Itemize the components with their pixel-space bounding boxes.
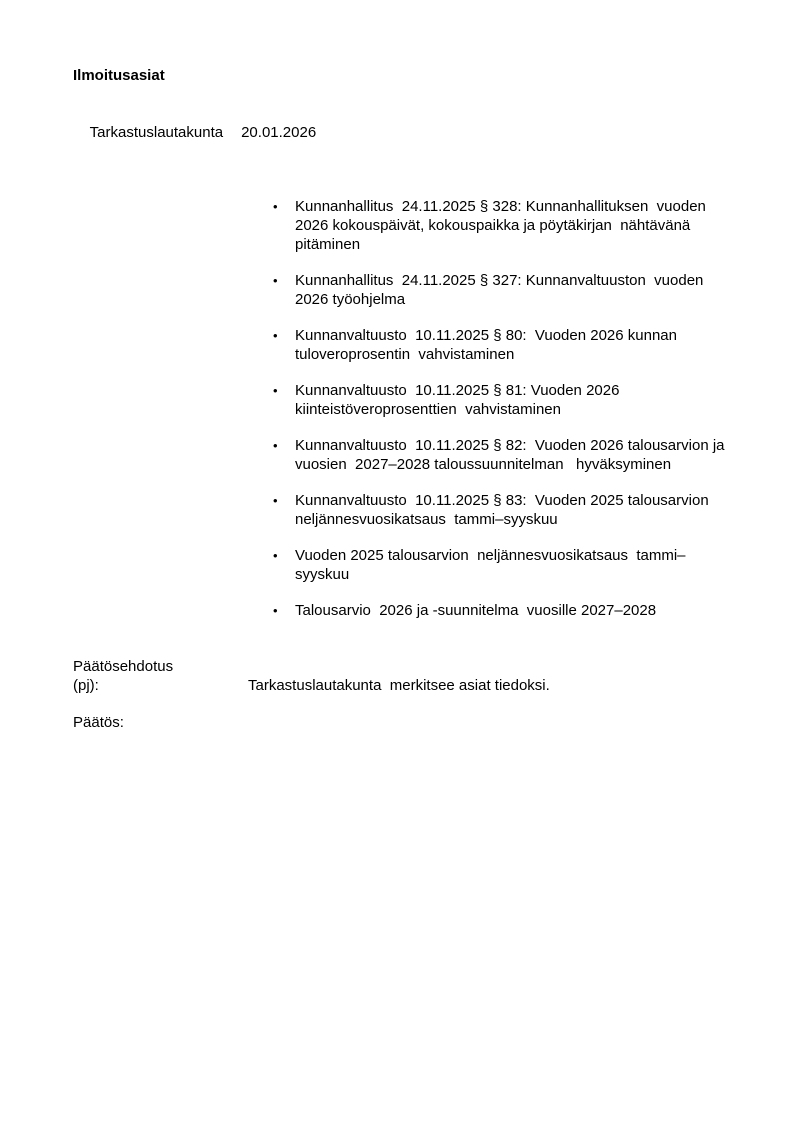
decision-proposal-by: (pj): [73,677,99,694]
bullet-icon: • [273,273,278,288]
bullet-icon: • [273,493,278,508]
agenda-item [273,491,734,529]
document-title: Ilmoitusasiat [73,67,165,84]
agenda-list [73,197,734,620]
decision-label: Päätös: [73,714,124,731]
meeting-header [73,104,734,161]
agenda-item-text: Kunnanhallitus 24.11.2025 § 327: Kunnanvaltuuston vuoden 2026 työohjelma [295,272,708,308]
bullet-icon: • [273,548,278,563]
bullet-icon: • [273,603,278,618]
agenda-item [273,381,734,419]
bullet-icon: • [273,383,278,398]
decision-proposal-text: Tarkastuslautakunta merkitsee asiat tiedoksi. [248,677,550,694]
agenda-item-text: Kunnanvaltuusto 10.11.2025 § 83: Vuoden 2025 talousarvion neljännesvuosikatsaus tammi–syyskuu [295,492,713,528]
committee-name: Tarkastuslautakunta [89,124,224,141]
bullet-icon: • [273,328,278,343]
agenda-item-text: Kunnanvaltuusto 10.11.2025 § 80: Vuoden 2026 kunnan tuloveroprosentin vahvistaminen [295,327,682,363]
agenda-item [273,436,734,474]
agenda-item [273,546,734,584]
bullet-icon: • [273,438,278,453]
agenda-item [273,197,734,254]
agenda-item-text: Kunnanvaltuusto 10.11.2025 § 82: Vuoden 2026 talousarvion ja vuosien 2027–2028 taloussuunnitelman hyväksyminen [295,437,729,473]
agenda-item-text: Kunnanvaltuusto 10.11.2025 § 81: Vuoden 2026 kiinteistöveroprosenttien vahvistaminen [295,382,624,418]
agenda-item [273,601,734,620]
meeting-date: 20.01.2026 [241,124,317,141]
agenda-item [273,326,734,364]
agenda-item [273,271,734,309]
agenda-item-text: Vuoden 2025 talousarvion neljännesvuosikatsaus tammi–syyskuu [295,547,686,583]
decision-proposal-section [73,657,734,695]
decision-proposal-row [73,676,734,695]
agenda-item-text: Kunnanhallitus 24.11.2025 § 328: Kunnanhallituksen vuoden 2026 kokouspäivät, kokouspaikka ja pöytäkirjan nähtävänä pitäminen [295,198,711,253]
agenda-item-text: Talousarvio 2026 ja -suunnitelma vuosille 2027–2028 [295,602,657,619]
decision-proposal-label: Päätösehdotus [73,658,174,675]
bullet-icon: • [273,199,278,214]
